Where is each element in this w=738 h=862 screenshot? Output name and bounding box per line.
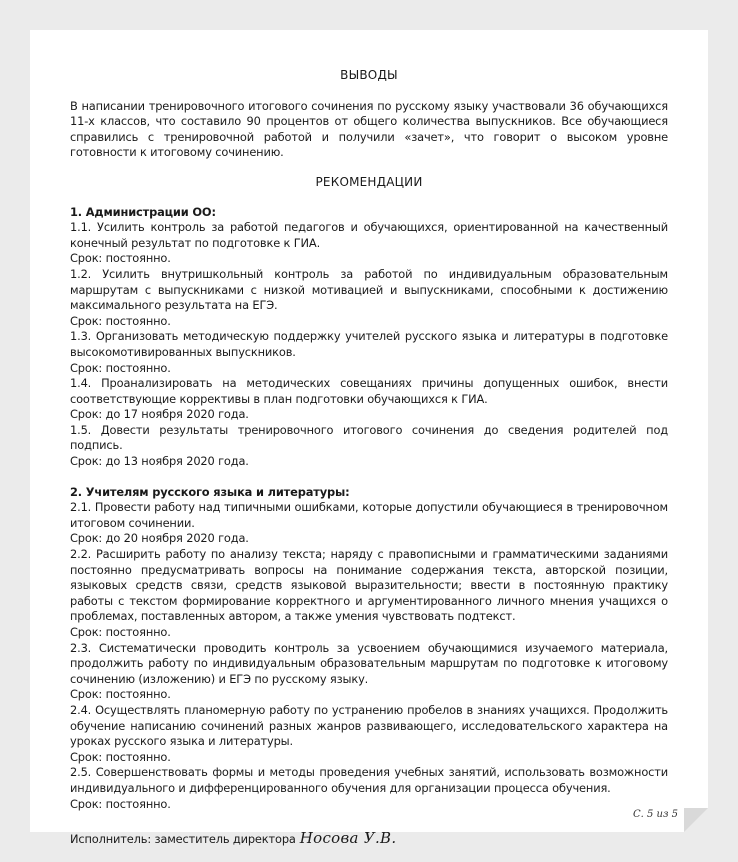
recommendation-item: 1.4. Проанализировать на методических совещаниях причины допущенных ошибок, внести соответствующие коррективы в план подготовки обучающихся к ГИА. [70,376,668,406]
conclusions-text: В написании тренировочного итогового сочинения по русскому языку участвовали 36 обучающихся 11-х классов, что составило 90 процентов от общего количества выпускников. Все обучающиеся справились с тренировочной работой и получили «зачет», что говорит о высоком уровне готовности к итоговому сочинению. [70,98,668,160]
recommendation-item: 1.1. Усилить контроль за работой педагогов и обучающихся, ориентированной на качественный конечный результат по подготовке к ГИА. [70,220,668,250]
section-title: 1. Администрации ОО: [70,204,216,219]
page-number: С. 5 из 5 [633,809,678,820]
recommendation-deadline: Срок: постоянно. [70,251,171,266]
recommendations-heading: РЕКОМЕНДАЦИИ [315,174,423,189]
executor-line [70,831,668,848]
recommendation-section [70,205,668,470]
recommendation-deadline: Срок: до 17 ноября 2020 года. [70,407,249,422]
recommendation-deadline: Срок: постоянно. [70,625,171,639]
recommendation-item: 1.3. Организовать методическую поддержку учителей русского языка и литературы в подготовке высокомотивированных выпускников. [70,329,668,359]
executor-label: Исполнитель: заместитель директора [70,832,296,847]
recommendation-deadline: Срок: постоянно. [70,749,171,764]
conclusions-heading: ВЫВОДЫ [340,68,398,82]
recommendation-item: 2.3. Систематически проводить контроль за усвоением обучающимися изучаемого материала, продолжить работу по индивидуальным образовательным маршрутам по подготовке к итоговому сочинению (изложению) и ЕГЭ по русскому языку. [70,640,668,686]
recommendation-deadline: Срок: постоянно. [70,687,171,702]
recommendation-deadline: Срок: постоянно. [70,313,171,328]
recommendation-item: 2.2. Расширить работу по анализу текста; наряду с правописными и грамматическими заданиями постоянно предусматривать вопросы на понимание содержания текста, авторской позиции, языковых средств связи, средств языковой выразительности; ввести в постоянную практику работы с текстом формирование корректного и аргументированного личного мнения учащихся о проблемах, поставленных автором, а также умения чувствовать подтекст. [70,547,668,624]
section-title: 2. Учителям русского языка и литературы: [70,484,350,499]
document-content [70,68,668,848]
recommendation-item: 2.1. Провести работу над типичными ошибками, которые допустили обучающиеся в тренировочном итоговом сочинении. [70,500,668,530]
recommendation-section [70,485,668,812]
recommendation-deadline: Срок: до 20 ноября 2020 года. [70,531,249,546]
page-corner-fold [684,808,708,832]
recommendation-deadline: Срок: постоянно. [70,796,171,811]
document-page [30,30,708,848]
recommendation-item: 2.5. Совершенствовать формы и методы проведения учебных занятий, использовать возможности индивидуального и дифференцированного обучения для организации процесса обучения. [70,765,668,795]
recommendation-deadline: Срок: постоянно. [70,360,171,375]
executor-signature: Носова У.В. [299,829,397,848]
recommendation-deadline: Срок: до 13 ноября 2020 года. [70,454,249,469]
recommendation-item: 1.5. Довести результаты тренировочного итогового сочинения до сведения родителей под подпись. [70,422,668,453]
recommendation-item: 1.2. Усилить внутришкольный контроль за работой по индивидуальным образовательным маршрутам с выпускниками с низкой мотивацией и выпускниками, способными к достижению максимального результата на ЕГЭ. [70,266,668,313]
recommendations-list [70,205,668,813]
recommendation-item: 2.4. Осуществлять планомерную работу по устранению пробелов в знаниях учащихся. Продолжить обучение написанию сочинений разных жанров развивающего, исследовательского характера на уроках русского языка и литературы. [70,702,668,749]
